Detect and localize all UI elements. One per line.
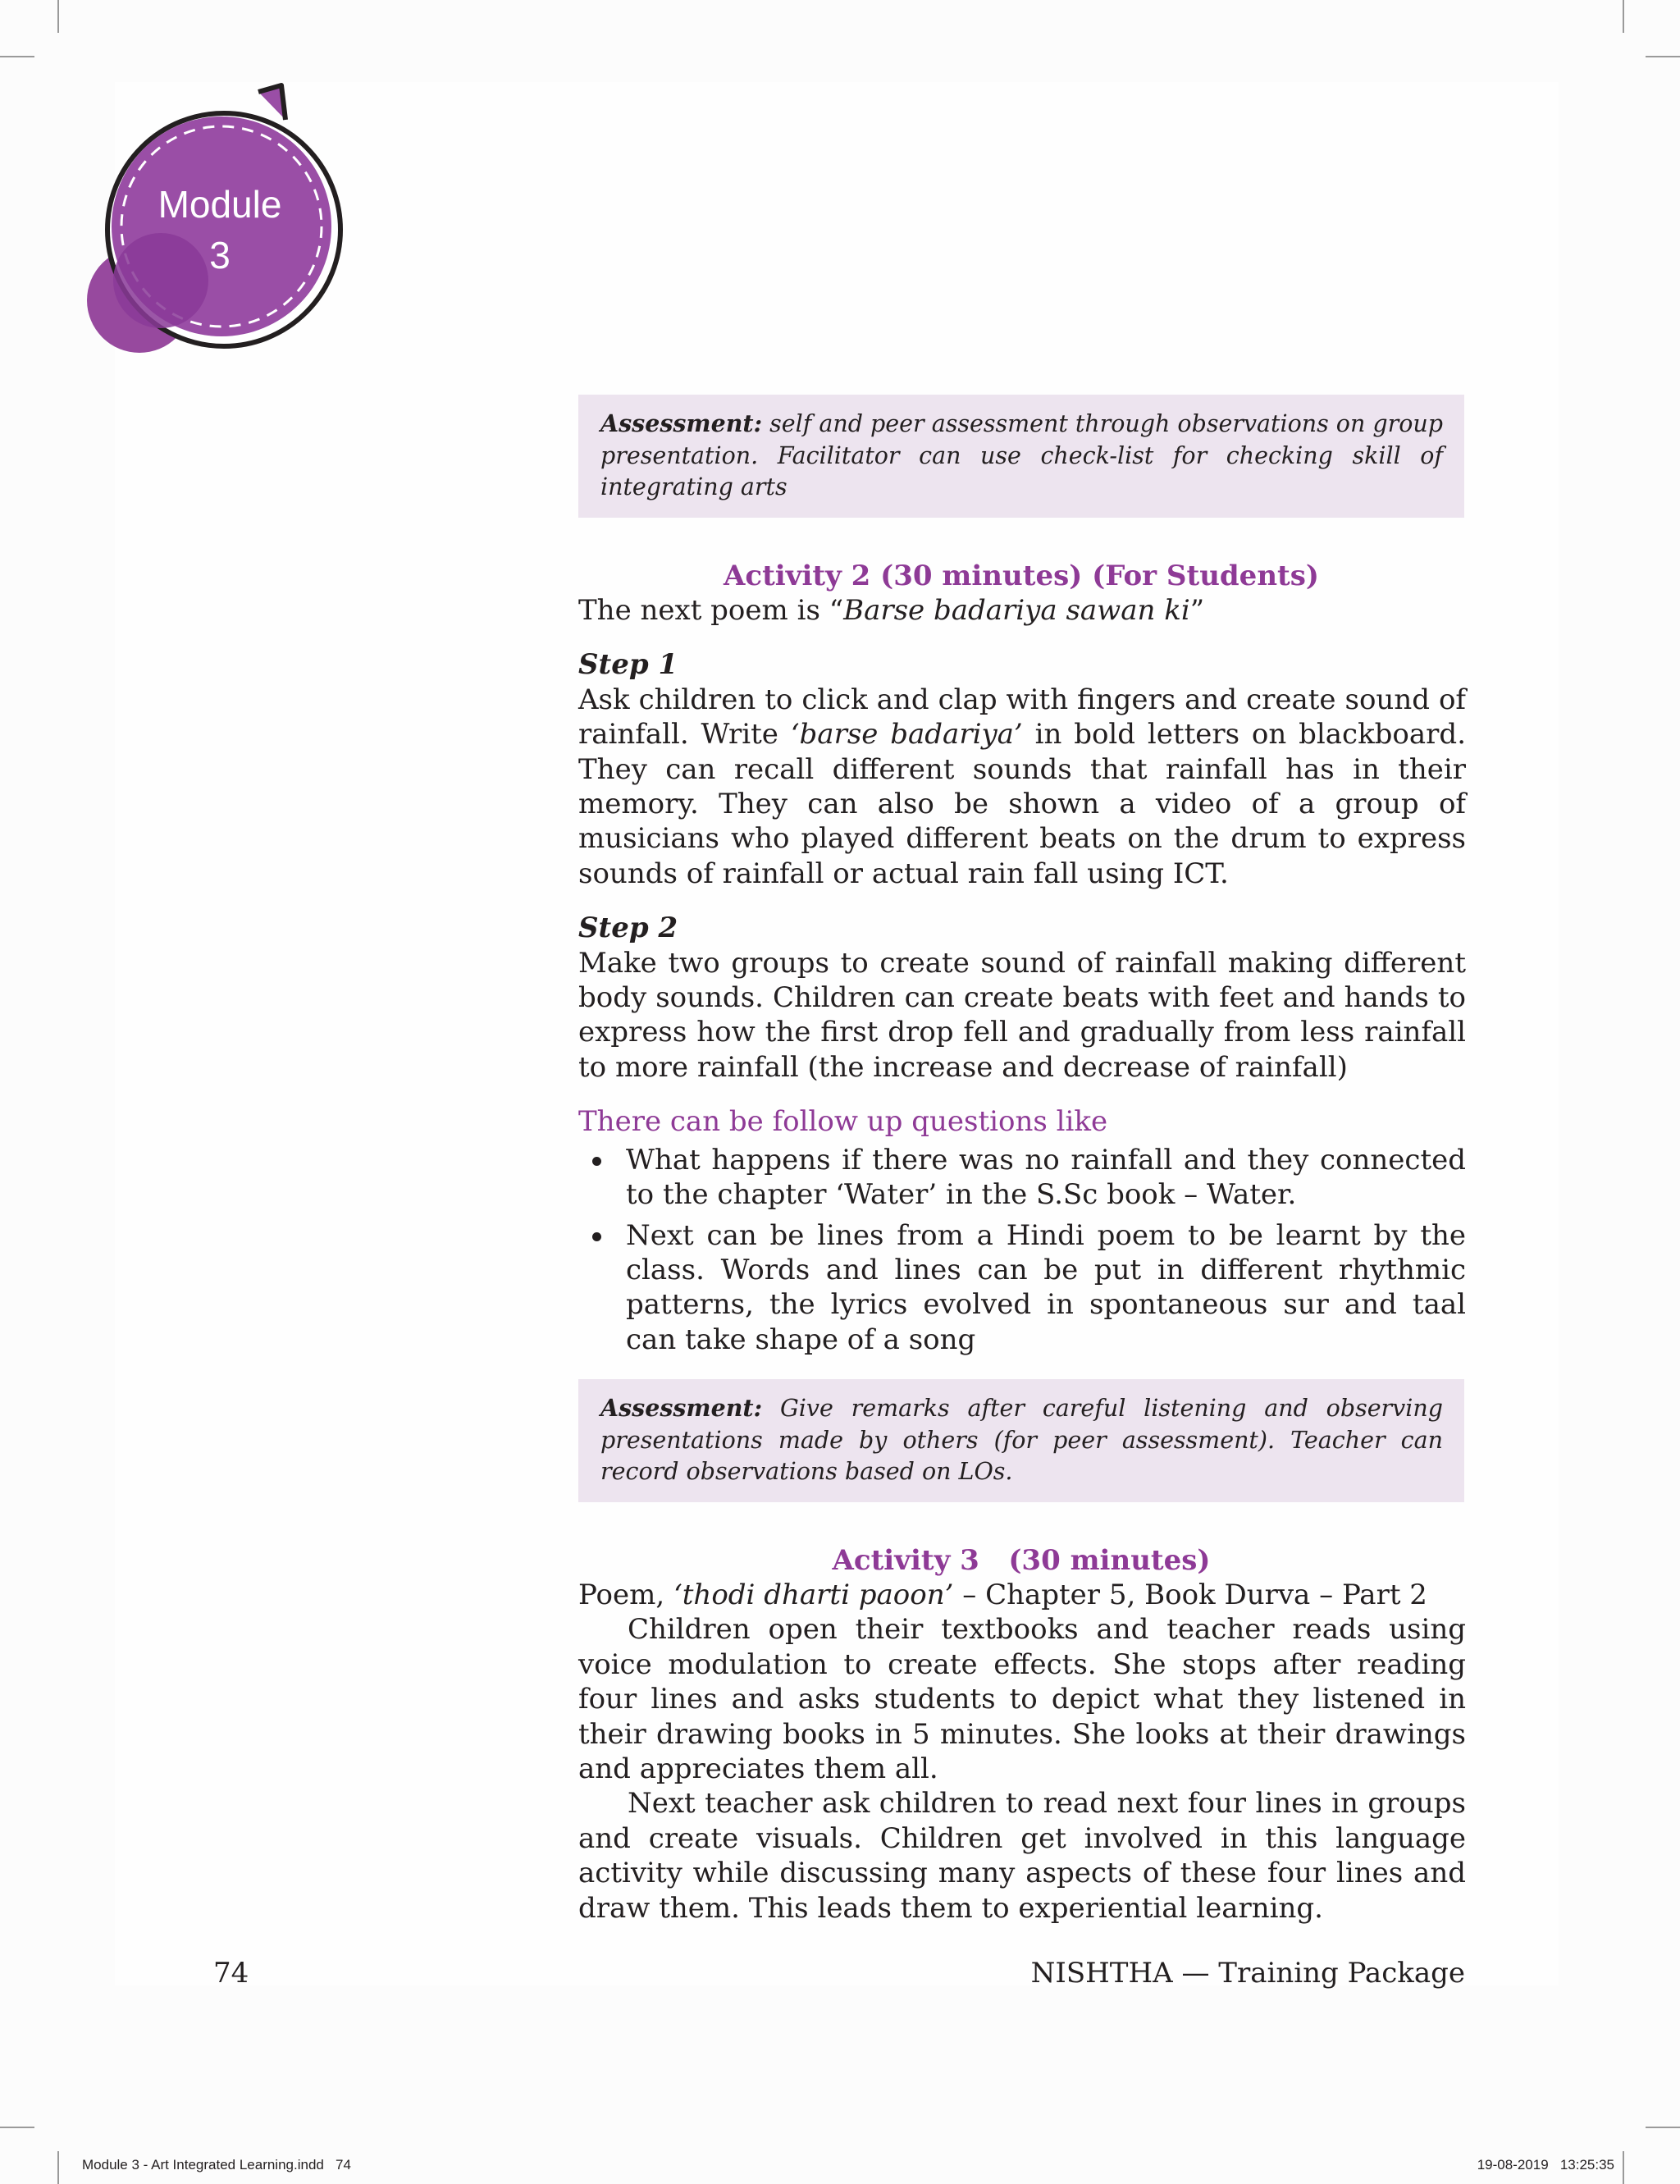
assessment-label: Assessment:	[600, 409, 763, 437]
crop-mark	[1623, 0, 1624, 33]
crop-mark	[57, 2151, 59, 2184]
crop-mark	[1646, 2127, 1680, 2128]
follow-up-heading: There can be follow up questions like	[578, 1105, 1108, 1139]
activity-3-body	[578, 1578, 1466, 1926]
assessment-label: Assessment:	[600, 1394, 763, 1422]
step-label: Step 1	[578, 648, 678, 682]
step-1-text-a: Ask children to click and clap with fingers and create sound of rainfall. Write	[578, 683, 1466, 752]
crop-mark	[0, 56, 34, 57]
module-number: 3	[209, 234, 231, 276]
running-footer: NISHTHA — Training Package	[1030, 1957, 1465, 1990]
crop-mark	[1623, 2151, 1624, 2184]
page-number: 74	[213, 1957, 249, 1990]
assessment-box	[578, 395, 1464, 518]
step-1-text	[578, 683, 1466, 891]
poem-reference-prefix: Poem,	[578, 1579, 673, 1611]
activity-heading: Activity 2 (30 minutes) (For Students)	[724, 560, 1319, 592]
crop-mark	[57, 0, 59, 33]
slug-file: Module 3 - Art Integrated Learning.indd 74	[82, 2157, 351, 2173]
step-label: Step 2	[578, 912, 678, 945]
list-item: Next can be lines from a Hindi poem to be learnt by the class. Words and lines can be put in different rhythmic patterns, the lyrics evolved in spontaneous sur and taal can take shape of a song	[578, 1218, 1466, 1358]
module-badge-label	[113, 179, 326, 281]
poem-intro-suffix: ”	[1189, 594, 1205, 627]
assessment-box	[578, 1379, 1464, 1502]
poem-reference-title: ‘thodi dharti paoon’	[673, 1579, 954, 1611]
follow-up-list	[578, 1143, 1466, 1357]
assessment-text: Give remarks after careful listening and observing presentations made by others (for peer assessment). Teacher can record observations based on LOs.	[600, 1395, 1443, 1485]
poem-intro	[578, 593, 1466, 628]
module-label: Module	[158, 183, 282, 226]
step-1-text-b: in bold letters on blackboard. They can recall different sounds that rainfall has in their memory. They can also be shown a video of a group of musicians who played different beats on the drum to express sounds of rainfall or actual rain fall using ICT.	[578, 718, 1466, 890]
crop-mark	[1646, 56, 1680, 57]
list-item: What happens if there was no rainfall and they connected to the chapter ‘Water’ in the S.Sc book – Water.	[578, 1143, 1466, 1213]
activity-heading: Activity 3 (30 minutes)	[832, 1544, 1211, 1577]
assessment-text: self and peer assessment through observations on group presentation. Facilitator can use check-list for checking skill of integrating arts	[600, 410, 1444, 500]
step-1-italic: ‘barse badariya’	[790, 718, 1023, 752]
poem-intro-prefix: The next poem is “	[578, 594, 844, 627]
poem-title: Barse badariya sawan ki	[843, 594, 1190, 627]
slug-date: 19-08-2019 13:25:35	[1477, 2157, 1614, 2173]
step-2-text: Make two groups to create sound of rainfall making different body sounds. Children can create beats with feet and hands to express how the first drop fell and gradually from less rainfall to more rainfall (the increase and decrease of rainfall)	[578, 946, 1466, 1084]
crop-mark	[0, 2127, 34, 2128]
poem-reference-suffix: – Chapter 5, Book Durva – Part 2	[953, 1579, 1427, 1611]
activity-2-body	[578, 593, 1466, 1363]
poem-reference	[578, 1578, 1466, 1612]
paragraph: Next teacher ask children to read next four lines in groups and create visuals. Children get involved in this language activity while discussing many aspects of these four lines and draw them. This leads them to experiential learning.	[578, 1787, 1466, 1925]
paragraph: Children open their textbooks and teacher reads using voice modulation to create effects. She stops after reading four lines and asks students to depict what they listened in their drawing books in 5 minutes. She looks at their drawings and appreciates them all.	[578, 1613, 1466, 1786]
